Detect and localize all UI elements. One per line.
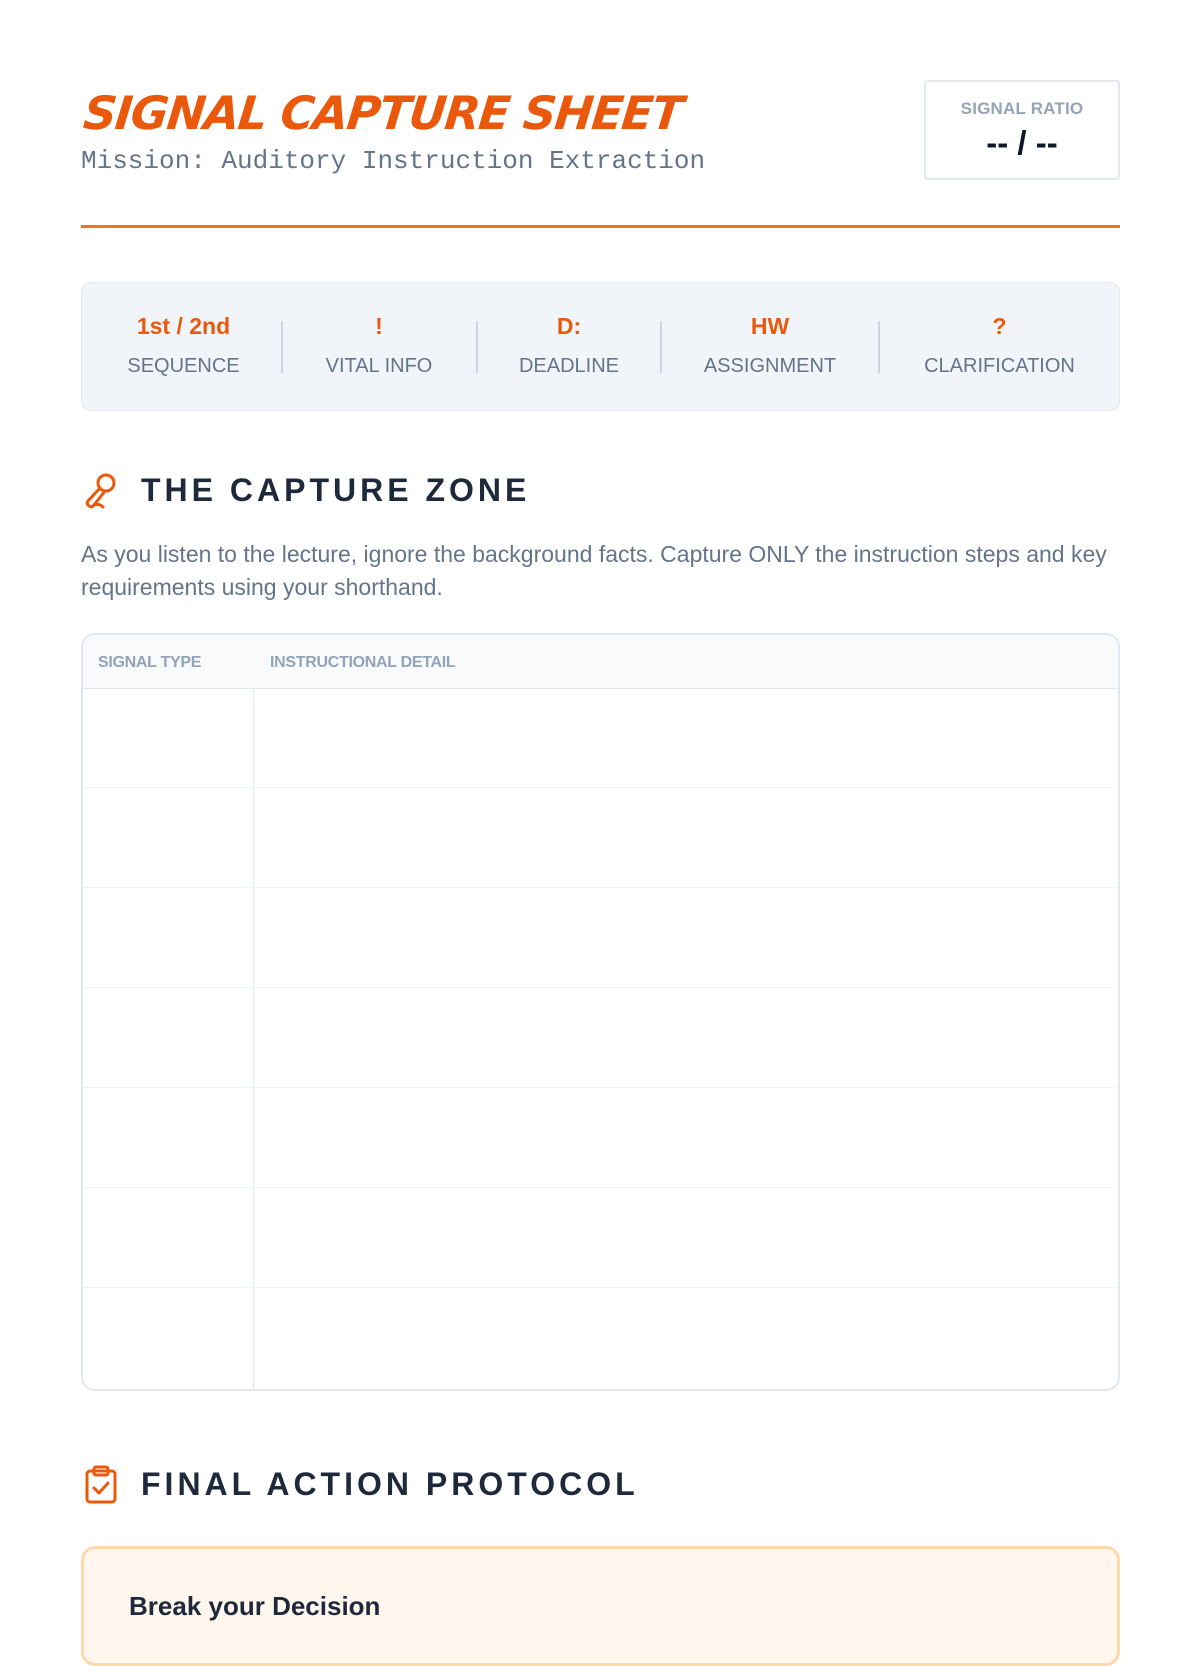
instructional-detail-cell[interactable] [254, 788, 1118, 887]
signal-type-cell[interactable] [83, 688, 253, 787]
capture-zone-title: THE CAPTURE ZONE [141, 472, 531, 508]
sheet-header [81, 80, 1120, 225]
table-row [83, 988, 1118, 1088]
table-header [83, 635, 1118, 689]
signal-ratio-box [924, 80, 1120, 180]
legend-symbol: ? [992, 313, 1007, 339]
header-rule [81, 225, 1120, 228]
signal-type-cell[interactable] [83, 1088, 253, 1187]
table-row [83, 788, 1118, 888]
legend-label: SEQUENCE [127, 355, 240, 377]
table-row [83, 688, 1118, 788]
microphone-icon [81, 470, 121, 510]
instructional-detail-cell[interactable] [254, 1288, 1118, 1388]
legend-item-vital-info [283, 283, 475, 410]
legend-symbol: HW [750, 313, 790, 339]
clipboard-check-icon [81, 1464, 121, 1504]
legend-item-assignment [662, 283, 878, 410]
legend-symbol: ! [375, 313, 383, 339]
legend-item-sequence [82, 283, 285, 410]
signal-ratio-label: SIGNAL RATIO [960, 99, 1084, 118]
legend-item-deadline [478, 283, 660, 410]
table-row [83, 1188, 1118, 1288]
final-action-box [81, 1546, 1120, 1666]
sheet-subtitle: Mission: Auditory Instruction Extraction [81, 146, 706, 176]
table-row [83, 888, 1118, 988]
signal-type-cell[interactable] [83, 788, 253, 887]
legend-label: ASSIGNMENT [703, 355, 837, 377]
final-action-first-line: Break your Decision [129, 1591, 381, 1621]
shorthand-legend [81, 282, 1120, 411]
legend-label: DEADLINE [518, 355, 620, 377]
signal-type-cell[interactable] [83, 1288, 253, 1388]
capture-instructions: As you listen to the lecture, ignore the background facts. Capture ONLY the instruction steps and key requirements using your shorthand. [81, 541, 1107, 600]
legend-label: VITAL INFO [325, 355, 433, 377]
capture-table [81, 633, 1120, 1391]
column-header-signal-type: SIGNAL TYPE [98, 654, 202, 671]
instructional-detail-cell[interactable] [254, 1188, 1118, 1287]
legend-item-clarification [880, 283, 1119, 410]
column-header-instructional-detail: INSTRUCTIONAL DETAIL [270, 654, 456, 671]
instructional-detail-cell[interactable] [254, 1088, 1118, 1187]
final-action-title: FINAL ACTION PROTOCOL [141, 1466, 639, 1502]
table-row [83, 1088, 1118, 1188]
legend-symbol: D: [556, 313, 582, 339]
signal-type-cell[interactable] [83, 888, 253, 987]
capture-zone-heading [81, 466, 1120, 516]
instructional-detail-cell[interactable] [254, 888, 1118, 987]
signal-type-cell[interactable] [83, 1188, 253, 1287]
legend-label: CLARIFICATION [924, 355, 1075, 377]
signal-type-cell[interactable] [83, 988, 253, 1087]
final-action-heading [81, 1460, 1120, 1510]
legend-symbol: 1st / 2nd [136, 313, 231, 339]
instructional-detail-cell[interactable] [254, 988, 1118, 1087]
signal-ratio-value: -- / -- [986, 124, 1058, 161]
sheet-title: SIGNAL CAPTURE SHEET [81, 86, 685, 140]
instructional-detail-cell[interactable] [254, 688, 1118, 787]
table-row [83, 1288, 1118, 1388]
